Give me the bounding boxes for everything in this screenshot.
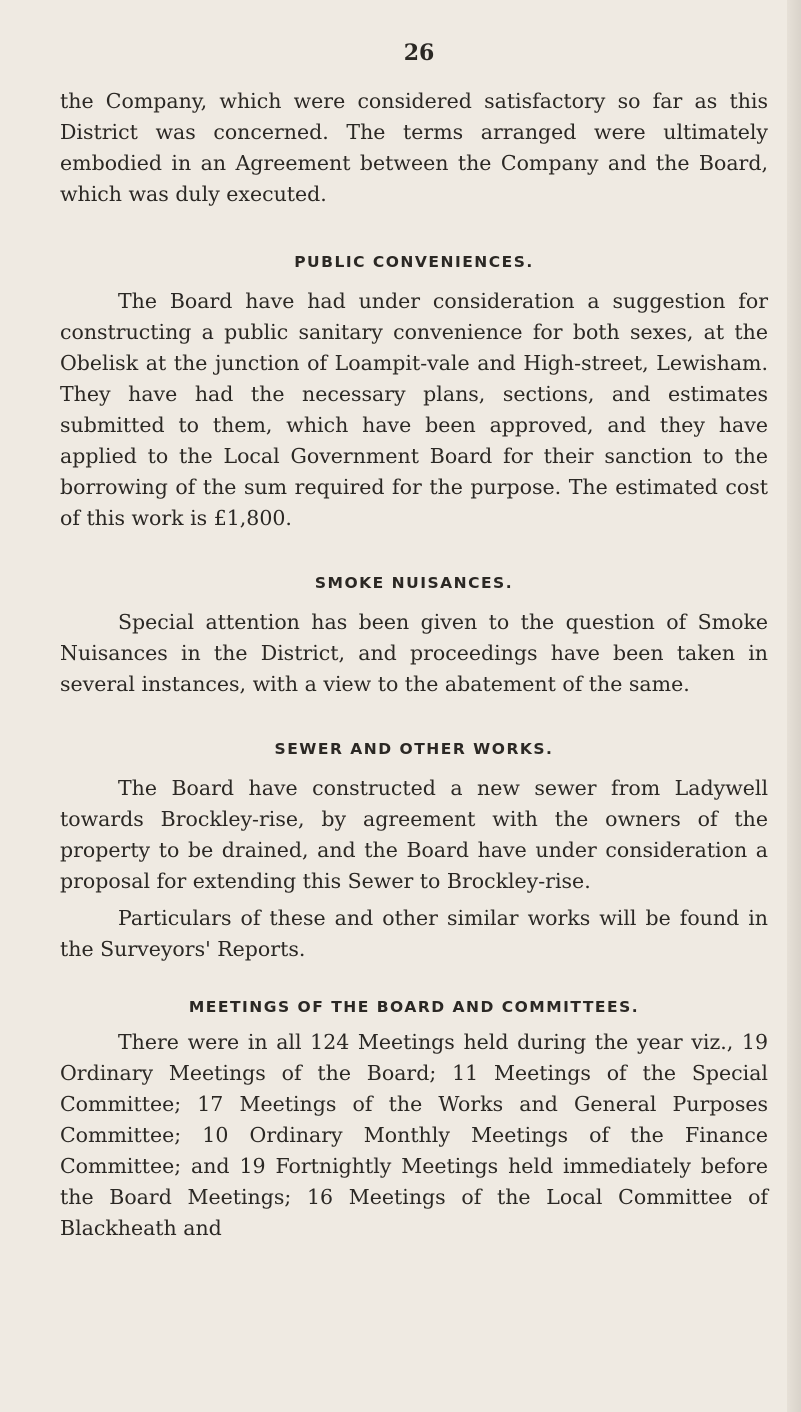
- page-content: [60, 40, 768, 1244]
- page-number: 26: [403, 40, 435, 66]
- intro-paragraph: the Company, which were considered satisfactory so far as this District was concerned. The terms arranged were ultimately embodied in an Agreement between the Company and the Board, which was duly executed.: [60, 89, 768, 206]
- heading-meetings: MEETINGS OF THE BOARD AND COMMITTEES.: [188, 998, 640, 1016]
- paragraph-smoke-nuisances: Special attention has been given to the question of Smoke Nuisances in the District, and proceedings have been taken in several instances, with a view to the abatement of the same.: [60, 610, 768, 696]
- paragraph-public-conveniences: The Board have had under consideration a suggestion for constructing a public sanitary convenience for both sexes, at the Obelisk at the junction of Loampit-vale and High-street, Lewisham. They have had the necessary plans, sections, and estimates submitted to them, which have been approved, and they have applied to the Local Government Board for their sanction to the borrowing of the sum required for the purpose. The estimated cost of this work is £1,800.: [60, 289, 768, 530]
- paragraph-surveyors-reports: Particulars of these and other similar works will be found in the Surveyors' Reports.: [60, 906, 768, 961]
- page-edge-shadow: [787, 0, 801, 1412]
- heading-smoke-nuisances: SMOKE NUISANCES.: [314, 574, 514, 592]
- paragraph-sewer-works: The Board have constructed a new sewer from Ladywell towards Brockley-rise, by agreement with the owners of the property to be drained, and the Board have under consideration a proposal for extending this Sewer to Brockley-rise.: [60, 776, 768, 893]
- heading-public-conveniences: PUBLIC CONVENIENCES.: [294, 253, 534, 271]
- heading-sewer-works: SEWER AND OTHER WORKS.: [274, 740, 554, 758]
- paragraph-meetings: There were in all 124 Meetings held during the year viz., 19 Ordinary Meetings of the Board; 11 Meetings of the Special Committee; 17 Meetings of the Works and General Purposes Committee; 10 Ordinary Monthly Meetings of the Finance Committee; and 19 Fortnightly Meetings held immediately before the Board Meetings; 16 Meetings of the Local Committee of Blackheath and: [60, 1030, 768, 1240]
